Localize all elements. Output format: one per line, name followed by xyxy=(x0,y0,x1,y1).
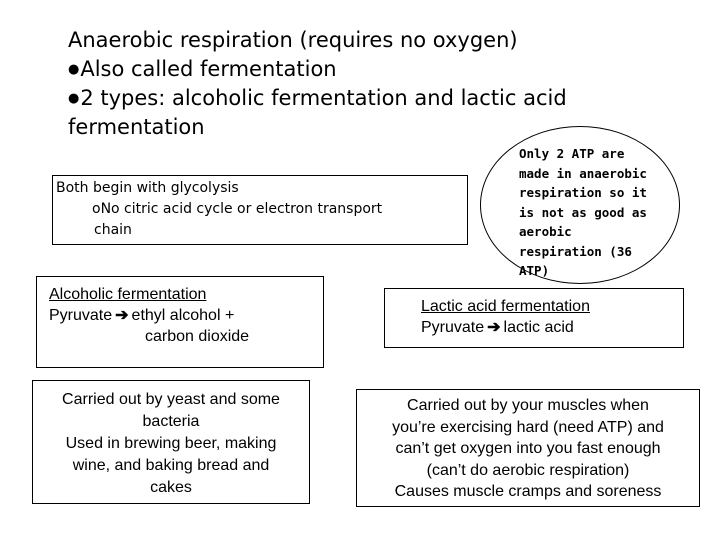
glycolysis-heading: Both begin with glycolysis xyxy=(56,180,239,196)
atp-note-line: is not as good as xyxy=(519,204,647,220)
alcoholic-fermentation-title: Alcoholic fermentation xyxy=(49,286,207,303)
glycolysis-subpoint: oNo citric acid cycle or electron transport xyxy=(92,201,383,217)
yeast-line: wine, and baking bread and xyxy=(72,457,270,474)
muscle-line: Carried out by your muscles when xyxy=(407,397,649,414)
bullet-types-continued: fermentation xyxy=(68,115,205,139)
atp-note-line: ATP) xyxy=(519,263,550,278)
bullet-fermentation: ●Also called fermentation xyxy=(68,57,337,81)
yeast-line: cakes xyxy=(150,479,192,496)
atp-note-line: respiration (36 xyxy=(519,243,632,259)
muscle-box xyxy=(356,389,700,507)
arrow-icon: ➔ xyxy=(115,307,129,324)
lactic-equation: Pyruvate ➔ lactic acid xyxy=(421,319,574,336)
yeast-line: Carried out by yeast and some xyxy=(62,391,280,408)
alcoholic-equation-continued: carbon dioxide xyxy=(145,328,250,345)
yeast-line: Used in brewing beer, making xyxy=(65,435,277,452)
alcoholic-fermentation-box xyxy=(36,276,324,368)
bullet-types: ●2 types: alcoholic fermentation and lactic acid xyxy=(68,86,567,110)
muscle-line: Causes muscle cramps and soreness xyxy=(394,483,662,500)
muscle-line: (can’t do aerobic respiration) xyxy=(426,461,630,479)
title-block xyxy=(68,26,668,142)
lactic-acid-fermentation-title: Lactic acid fermentation xyxy=(421,298,590,315)
atp-note-line: Only 2 ATP are xyxy=(519,146,625,161)
glycolysis-subpoint-continued: chain xyxy=(94,222,132,238)
yeast-line: bacteria xyxy=(142,413,200,430)
atp-note-line: made in anaerobic xyxy=(519,165,647,181)
lactic-acid-fermentation-box xyxy=(384,288,684,348)
alcoholic-equation: Pyruvate ➔ ethyl alcohol + xyxy=(49,307,235,324)
yeast-box xyxy=(32,380,310,504)
bullet-dot: ● xyxy=(68,91,80,106)
arrow-icon: ➔ xyxy=(487,319,501,336)
muscle-line: you’re exercising hard (need ATP) and xyxy=(392,418,664,436)
bullet-dot: ● xyxy=(68,62,80,77)
atp-note-line: respiration so it xyxy=(519,185,647,200)
atp-note-text xyxy=(519,144,669,281)
slide-title: Anaerobic respiration (requires no oxygen) xyxy=(68,28,518,52)
atp-note-line: aerobic xyxy=(519,224,572,239)
muscle-line: can’t get oxygen into you fast enough xyxy=(395,440,661,457)
glycolysis-box xyxy=(52,175,468,245)
